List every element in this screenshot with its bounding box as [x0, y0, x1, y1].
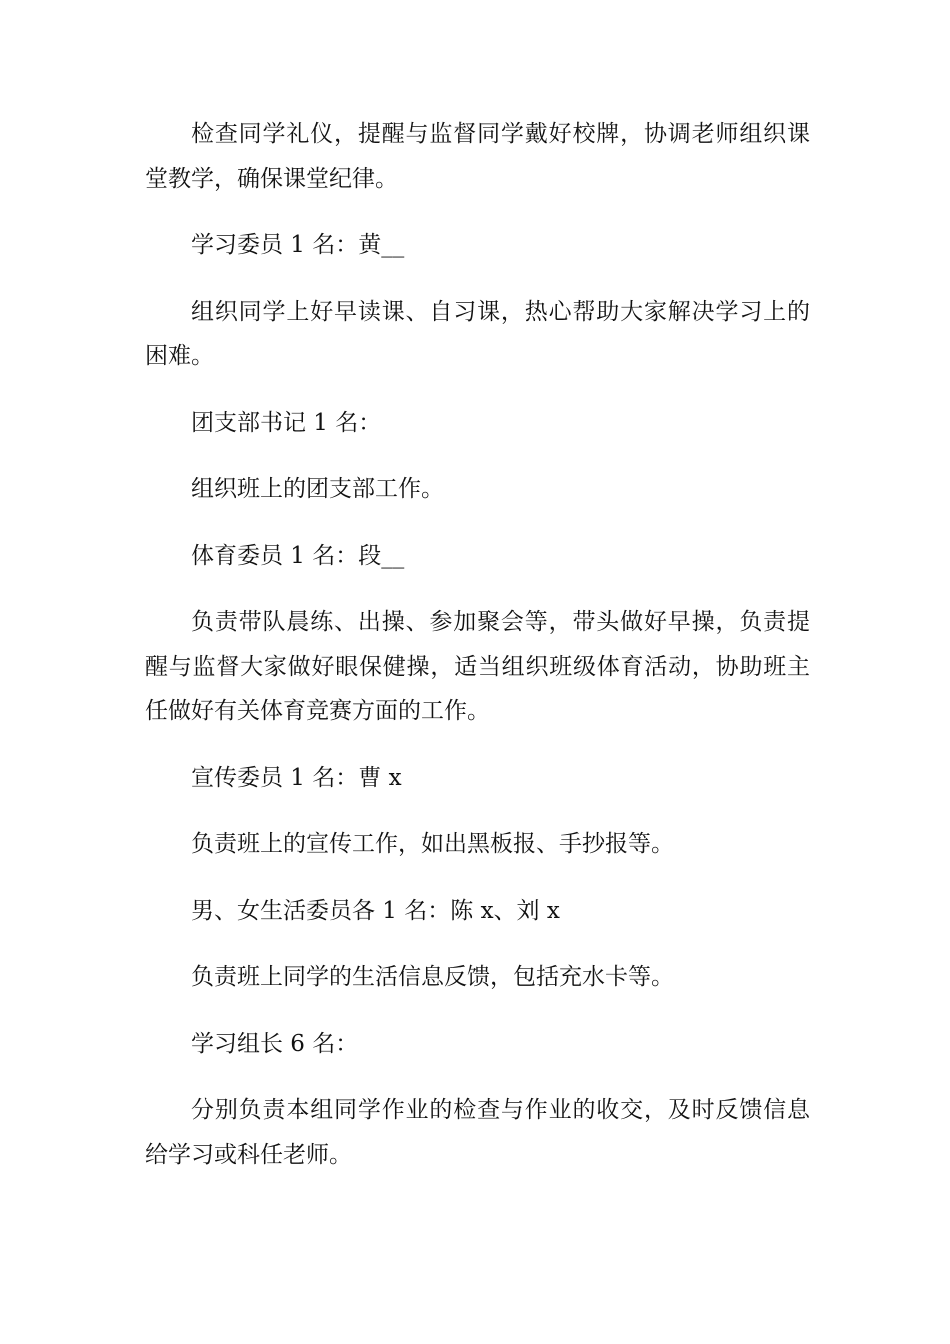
- paragraph-spacer: [145, 379, 810, 401]
- paragraph-spacer: [145, 800, 810, 822]
- role-life-committee: 男、女生活委员各 1 名：陈 x、刘 x: [191, 897, 560, 924]
- paragraph-life-duties: 负责班上同学的生活信息反馈，包括充水卡等。: [191, 964, 674, 990]
- paragraph-group-leader-duties: 分别负责本组同学作业的检查与作业的收交，及时反馈信息给学习或科任老师。: [145, 1097, 810, 1168]
- role-league-secretary: 团支部书记 1 名：: [191, 409, 382, 436]
- role-sports-committee: 体育委员 1 名：段__: [191, 542, 405, 569]
- paragraph-spacer: [145, 445, 810, 467]
- paragraph-spacer: [145, 578, 810, 600]
- paragraph-publicity-duties: 负责班上的宣传工作，如出黑板报、手抄报等。: [191, 831, 674, 857]
- paragraph-spacer: [145, 1000, 810, 1022]
- role-study-committee: 学习委员 1 名：黄__: [191, 232, 405, 258]
- paragraph-league-duties: 组织班上的团支部工作。: [191, 476, 444, 502]
- paragraph-spacer: [145, 734, 810, 756]
- paragraph-spacer: [145, 201, 810, 223]
- paragraph-spacer: [145, 933, 810, 955]
- paragraph-sports-duties: 负责带队晨练、出操、参加聚会等，带头做好早操，负责提醒与监督大家做好眼保健操，适当组织班级体育活动，协助班主任做好有关体育竞赛方面的工作。: [145, 609, 810, 724]
- role-publicity-committee: 宣传委员 1 名：曹 x: [191, 764, 402, 791]
- paragraph-study-duties: 组织同学上好早读课、自习课，热心帮助大家解决学习上的困难。: [145, 298, 810, 369]
- paragraph-spacer: [145, 1066, 810, 1088]
- paragraph-spacer: [145, 512, 810, 534]
- role-group-leaders: 学习组长 6 名：: [191, 1030, 359, 1057]
- paragraph-monitor-duties: 检查同学礼仪，提醒与监督同学戴好校牌，协调老师组织课堂教学，确保课堂纪律。: [145, 121, 810, 192]
- document-body: [145, 112, 810, 1177]
- paragraph-spacer: [145, 867, 810, 889]
- paragraph-spacer: [145, 268, 810, 290]
